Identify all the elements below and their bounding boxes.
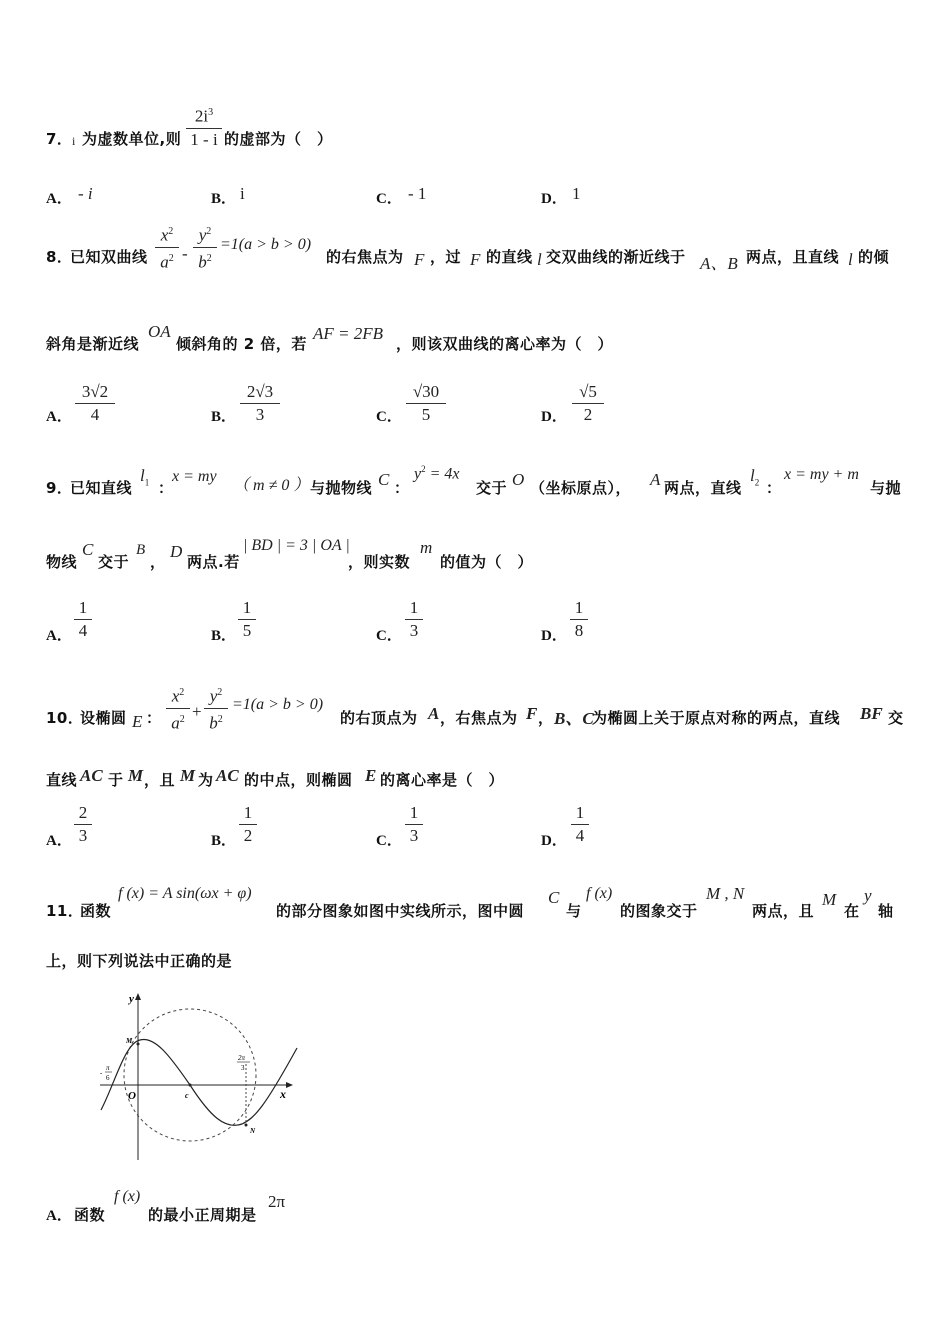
q7-frac-num: 2i bbox=[194, 106, 209, 126]
q10-text-6: 交 bbox=[888, 709, 904, 727]
q8-line2-text-2: 倾斜角的 2 倍，若 bbox=[176, 335, 307, 353]
q9-eq-3: x = my + m bbox=[784, 466, 859, 483]
q10-option-a-num: 2 bbox=[78, 803, 88, 822]
q10-E-2: E bbox=[365, 766, 377, 785]
q10-option-c-frac bbox=[405, 803, 423, 846]
q8-f1-num-sup: 2 bbox=[168, 226, 174, 237]
q8-l-1: l bbox=[537, 250, 542, 269]
q10-M-1: M bbox=[128, 766, 144, 785]
q9-text-5: 两点，直线 bbox=[664, 479, 742, 497]
q9-l1-sub: 1 bbox=[144, 477, 150, 488]
q8-option-b-label: B． bbox=[211, 409, 237, 425]
q8-f2-den: b bbox=[198, 252, 207, 272]
q9-option-d-num: 1 bbox=[574, 598, 584, 617]
q8-option-a-label: A． bbox=[46, 409, 72, 425]
q9-option-b-frac bbox=[238, 598, 256, 641]
q10-text-4: ， bbox=[538, 709, 554, 727]
q10-text-5: 为椭圆上关于原点对称的两点，直线 bbox=[592, 709, 841, 727]
y-label: y bbox=[129, 993, 134, 1005]
q7-i-symbol: i bbox=[72, 134, 76, 148]
q10-option-b-num: 1 bbox=[243, 803, 253, 822]
q7-text-2: 的虚部为（ ） bbox=[224, 130, 333, 148]
circle-c bbox=[124, 1009, 256, 1141]
point-n bbox=[245, 1124, 248, 1127]
q9-l1-letter: l bbox=[140, 466, 145, 485]
right-tick-num: 2π bbox=[238, 1054, 246, 1062]
q11-text-6: 在 bbox=[844, 902, 860, 920]
q10-f1-num-sup: 2 bbox=[179, 687, 185, 698]
q8-option-a-num: 3√2 bbox=[81, 382, 109, 401]
q11-option-a-text-2: 的最小正周期是 bbox=[148, 1206, 257, 1224]
q8-OA: OA bbox=[148, 322, 171, 341]
q7-option-d-label: D． bbox=[541, 191, 567, 207]
q10-f1-num: x bbox=[171, 686, 180, 706]
q8-option-b-num: 2√3 bbox=[246, 382, 274, 401]
q10-line2-text-3: ，且 bbox=[144, 771, 176, 789]
q10-line2-text-1: 直线 bbox=[46, 771, 78, 789]
q8-line2-text-3: ，则该双曲线的离心率为（ ） bbox=[396, 335, 614, 353]
q10-number: 10． bbox=[46, 709, 84, 727]
q9-l1 bbox=[140, 466, 149, 487]
q10-F: F bbox=[526, 704, 538, 723]
y-axis-arrow bbox=[135, 993, 141, 1000]
q9-D: D bbox=[170, 542, 183, 561]
q9-option-d-den: 8 bbox=[574, 621, 584, 640]
q9-option-a-label: A． bbox=[46, 628, 72, 644]
q9-line2-text-3: 两点.若 bbox=[187, 553, 240, 571]
q10-BC: B、C bbox=[554, 709, 594, 728]
q11-line2: 上，则下列说法中正确的是 bbox=[46, 952, 233, 970]
q8-option-b-frac bbox=[240, 382, 280, 425]
q9-option-d-label: D． bbox=[541, 628, 567, 644]
q10-f2-num: y bbox=[209, 686, 218, 706]
left-tick-num: π bbox=[106, 1064, 110, 1072]
q9-text-6: 与抛 bbox=[870, 479, 902, 497]
q11-graph bbox=[95, 988, 305, 1166]
q11-option-a-label: A． bbox=[46, 1208, 72, 1224]
q9-option-a-den: 4 bbox=[78, 621, 88, 640]
q8-text-1: 已知双曲线 bbox=[70, 248, 148, 266]
q9-eq2-y: y bbox=[414, 465, 422, 483]
q9-option-b-num: 1 bbox=[242, 598, 252, 617]
q7-text-1: 为虚数单位,则 bbox=[82, 130, 182, 148]
q8-option-a-frac bbox=[75, 382, 115, 425]
q7-fraction bbox=[186, 103, 222, 150]
q11-fx: f (x) bbox=[586, 885, 613, 902]
q8-text-6: 两点，且直线 bbox=[746, 248, 840, 266]
q10-option-d-label: D． bbox=[541, 833, 567, 849]
q10-option-d-num: 1 bbox=[575, 803, 585, 822]
q9-text-4: （坐标原点）， bbox=[530, 479, 632, 497]
q10-option-b-frac bbox=[239, 803, 257, 846]
origin-label: O bbox=[128, 1090, 136, 1102]
q8-f2-num-sup: 2 bbox=[206, 226, 212, 237]
q8-frac-x bbox=[155, 222, 179, 272]
q10-text-3: ，右焦点为 bbox=[440, 709, 518, 727]
q10-option-d-frac bbox=[571, 803, 589, 846]
q7-frac-num-sup: 3 bbox=[208, 107, 214, 118]
q9-eq-1: x = my bbox=[172, 468, 217, 485]
q8-option-d-label: D． bbox=[541, 409, 567, 425]
q10-frac-x bbox=[166, 683, 190, 733]
q8-option-c-num: √30 bbox=[412, 382, 440, 401]
q8-option-d-den: 2 bbox=[583, 405, 593, 424]
q7-option-b-label: B． bbox=[211, 191, 237, 207]
q8-option-c-label: C． bbox=[376, 409, 402, 425]
q11-y: y bbox=[864, 886, 872, 905]
q11-text-5: 两点，且 bbox=[752, 902, 815, 920]
q11-function: f (x) = A sin(ωx + φ) bbox=[118, 885, 252, 902]
q9-l2-letter: l bbox=[750, 466, 755, 485]
q9-B: B bbox=[136, 542, 146, 558]
q10-f2-num-sup: 2 bbox=[217, 687, 223, 698]
q9-m: m bbox=[420, 538, 433, 557]
q7-number: 7． bbox=[46, 130, 73, 148]
q9-colon-3: ： bbox=[766, 479, 782, 497]
q9-colon-2: ： bbox=[394, 479, 410, 497]
q9-A: A bbox=[650, 470, 661, 489]
x-axis-arrow bbox=[286, 1082, 293, 1088]
q11-option-a-fx: f (x) bbox=[114, 1188, 141, 1205]
q7-option-a-label: A． bbox=[46, 191, 72, 207]
q9-line2-text-4: ，则实数 bbox=[348, 553, 411, 571]
q10-colon: ： bbox=[146, 709, 162, 727]
q10-AC-1: AC bbox=[80, 766, 103, 785]
q9-text-2: 与抛物线 bbox=[310, 479, 373, 497]
q9-text-3: 交于 bbox=[476, 479, 508, 497]
q8-F-1: F bbox=[414, 250, 425, 269]
q8-AB: A、B bbox=[700, 254, 738, 273]
q9-cond-1: （ m ≠ 0 ） bbox=[233, 477, 310, 494]
q9-comma: ， bbox=[150, 553, 166, 571]
q11-number: 11． bbox=[46, 902, 84, 920]
q9-text-1: 已知直线 bbox=[70, 479, 133, 497]
point-m bbox=[137, 1043, 140, 1046]
q9-l2-sub: 2 bbox=[754, 477, 760, 488]
q8-equation: =1(a > b > 0) bbox=[220, 236, 312, 253]
q8-option-c-frac bbox=[406, 382, 446, 425]
q10-option-c-num: 1 bbox=[409, 803, 419, 822]
q10-option-a-frac bbox=[74, 803, 92, 846]
q9-number: 9． bbox=[46, 479, 73, 497]
q8-f1-den: a bbox=[160, 252, 169, 272]
q9-line2-text-5: 的值为（ ） bbox=[440, 553, 534, 571]
q9-cond-2: | BD | = 3 | OA | bbox=[243, 537, 350, 554]
q8-f2-den-sup: 2 bbox=[206, 252, 212, 264]
q8-line2-text-1: 斜角是渐近线 bbox=[46, 335, 140, 353]
q10-option-a-den: 3 bbox=[78, 826, 88, 845]
q8-option-b-den: 3 bbox=[255, 405, 265, 424]
q10-text-2: 的右顶点为 bbox=[340, 709, 418, 727]
q10-M-2: M bbox=[180, 766, 196, 785]
q10-plus: + bbox=[192, 702, 202, 721]
q8-option-d-frac bbox=[572, 382, 604, 425]
q10-line2-text-4: 为 bbox=[198, 771, 214, 789]
q11-C: C bbox=[548, 888, 560, 907]
q10-line2-text-5: 的中点，则椭圆 bbox=[244, 771, 353, 789]
q10-BF: BF bbox=[860, 704, 883, 723]
m-label: M bbox=[126, 1037, 133, 1045]
q10-option-c-label: C． bbox=[376, 833, 402, 849]
q10-equation: =1(a > b > 0) bbox=[232, 696, 324, 713]
q9-option-c-frac bbox=[405, 598, 423, 641]
q10-text-1: 设椭圆 bbox=[80, 709, 127, 727]
q9-option-c-den: 3 bbox=[409, 621, 419, 640]
q11-option-a-text-1: 函数 bbox=[74, 1206, 106, 1224]
right-tick-den: 3 bbox=[241, 1064, 245, 1072]
q10-AC-2: AC bbox=[216, 766, 239, 785]
q8-f2-num: y bbox=[198, 225, 207, 245]
q7-option-c-value: - 1 bbox=[408, 184, 427, 203]
q7-option-a-value: - i bbox=[78, 184, 93, 203]
q8-condition: AF = 2FB bbox=[313, 324, 384, 343]
q11-text-7: 轴 bbox=[878, 902, 894, 920]
q9-option-d-frac bbox=[570, 598, 588, 641]
q9-option-b-label: B． bbox=[211, 628, 237, 644]
q9-option-a-num: 1 bbox=[78, 598, 88, 617]
q9-line2-text-1: 物线 bbox=[46, 553, 78, 571]
q8-text-5: 交双曲线的渐近线于 bbox=[546, 248, 686, 266]
c-label: c bbox=[185, 1091, 189, 1100]
q11-text-1: 函数 bbox=[80, 902, 112, 920]
q10-option-a-label: A． bbox=[46, 833, 72, 849]
q8-option-c-den: 5 bbox=[421, 405, 431, 424]
q9-option-c-num: 1 bbox=[409, 598, 419, 617]
q8-number: 8． bbox=[46, 248, 73, 266]
q10-f2-den: b bbox=[209, 713, 218, 733]
q10-option-d-den: 4 bbox=[575, 826, 585, 845]
q10-line2-text-2: 于 bbox=[108, 771, 124, 789]
q7-option-c-label: C． bbox=[376, 191, 402, 207]
q10-f1-den: a bbox=[171, 713, 180, 733]
q8-f1-num: x bbox=[160, 225, 169, 245]
q8-l-2: l bbox=[848, 250, 853, 269]
q8-minus: - bbox=[182, 244, 188, 263]
q9-eq-2 bbox=[414, 464, 460, 483]
q9-C-2: C bbox=[82, 540, 94, 559]
q8-frac-y bbox=[193, 222, 217, 272]
q8-text-4: 的直线 bbox=[486, 248, 533, 266]
x-label: x bbox=[280, 1087, 286, 1101]
left-tick-den: 6 bbox=[106, 1074, 110, 1082]
q9-line2-text-2: 交于 bbox=[98, 553, 130, 571]
q10-A: A bbox=[428, 704, 440, 723]
q10-option-b-den: 2 bbox=[243, 826, 253, 845]
q11-option-a-value: 2π bbox=[268, 1192, 286, 1211]
q8-text-2: 的右焦点为 bbox=[326, 248, 404, 266]
q8-f1-den-sup: 2 bbox=[168, 252, 174, 264]
q9-option-a-frac bbox=[74, 598, 92, 641]
q11-M: M bbox=[822, 890, 837, 909]
q9-C-1: C bbox=[378, 470, 390, 489]
q9-colon-1: ： bbox=[158, 479, 174, 497]
q10-option-c-den: 3 bbox=[409, 826, 419, 845]
q7-frac-den: 1 - i bbox=[190, 129, 218, 149]
sine-curve bbox=[101, 1039, 297, 1125]
q11-text-4: 的图象交于 bbox=[620, 902, 698, 920]
q8-option-a-den: 4 bbox=[90, 405, 100, 424]
q8-F-2: F bbox=[470, 250, 481, 269]
q7-option-b-value: i bbox=[240, 184, 245, 203]
q10-f2-den-sup: 2 bbox=[217, 713, 223, 725]
q10-frac-y bbox=[204, 683, 228, 733]
q9-option-b-den: 5 bbox=[242, 621, 252, 640]
n-label: N bbox=[250, 1127, 256, 1135]
q8-text-7: 的倾 bbox=[858, 248, 890, 266]
q11-text-3: 与 bbox=[566, 902, 582, 920]
q8-text-3: ，过 bbox=[430, 248, 462, 266]
left-tick-sign: - bbox=[100, 1069, 103, 1077]
q8-option-d-num: √5 bbox=[579, 382, 597, 401]
q9-eq2-sup: 2 bbox=[421, 464, 426, 474]
q10-line2-text-6: 的离心率是（ ） bbox=[380, 771, 505, 789]
q9-O: O bbox=[512, 470, 525, 489]
q11-text-2: 的部分图象如图中实线所示，图中圆 bbox=[276, 902, 525, 920]
point-c bbox=[189, 1084, 192, 1087]
q10-E-1: E bbox=[132, 712, 143, 731]
q7-option-d-value: 1 bbox=[572, 184, 581, 203]
q10-option-b-label: B． bbox=[211, 833, 237, 849]
q9-eq2-rest: = 4x bbox=[425, 465, 460, 483]
q10-f1-den-sup: 2 bbox=[179, 713, 185, 725]
q9-option-c-label: C． bbox=[376, 628, 402, 644]
q9-l2 bbox=[750, 466, 759, 487]
q11-MN: M , N bbox=[706, 884, 745, 903]
